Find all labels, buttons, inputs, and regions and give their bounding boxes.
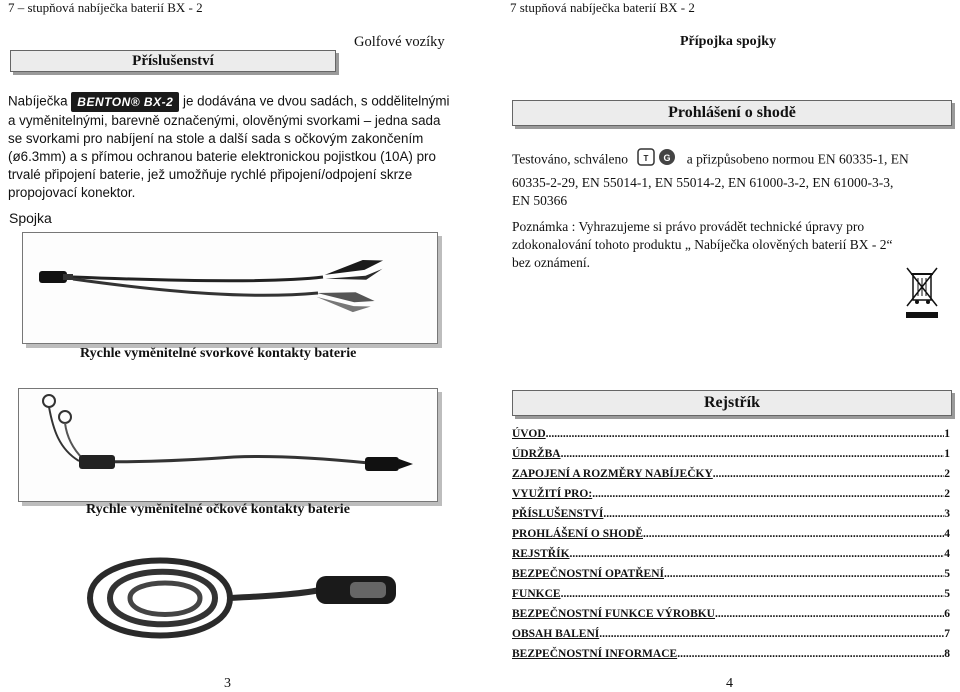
left-page-number: 3 (224, 676, 231, 691)
toc-page: 1 (944, 428, 950, 440)
caption-rings: Rychle vyměnitelné očkové kontakty baterie (86, 502, 350, 517)
toc-item[interactable] (512, 468, 950, 480)
benton-logo: BENTON® BX-2 (71, 92, 179, 112)
connector-title: Přípojka spojky (680, 34, 777, 49)
toc-title: ZAPOJENÍ A ROZMĚRY NABÍJEČKY (512, 468, 713, 480)
table-of-contents (512, 428, 950, 668)
tested-line: EN 50366 (512, 193, 568, 208)
note-text (512, 218, 950, 272)
para-line: a vyměnitelnými, barevně označenými, olověnými svorkami – jedna sada (8, 113, 441, 128)
toc-page: 3 (944, 508, 950, 520)
declaration-text (512, 147, 952, 210)
accessories-paragraph (8, 92, 448, 202)
toc-title: PROHLÁŠENÍ O SHODĚ (512, 528, 643, 540)
para-line: trvalé připojení baterie, jež umožňuje rychlé připojení/odpojení skrze (8, 167, 413, 182)
toc-page: 4 (944, 528, 950, 540)
tested-start: Testováno, schváleno (512, 151, 629, 167)
toc-title: ÚDRŽBA (512, 448, 561, 460)
toc-page: 1 (944, 448, 950, 460)
accessories-title: Příslušenství (10, 50, 336, 72)
svg-text:G: G (663, 153, 671, 163)
toc-page: 2 (944, 468, 950, 480)
right-page-header: 7 stupňová nabíječka baterií BX - 2 (510, 0, 695, 15)
clamp-cable-image (22, 232, 438, 344)
toc-page: 2 (944, 488, 950, 500)
coiled-cable-image (50, 528, 432, 666)
toc-item[interactable] (512, 428, 950, 440)
toc-page: 5 (944, 568, 950, 580)
para-rest-1: je dodávána ve dvou sadách, s oddělitelnými (182, 93, 450, 109)
toc-item[interactable] (512, 508, 950, 520)
toc-title: OBSAH BALENÍ (512, 628, 600, 640)
tested-line: 60335-2-29, EN 55014-1, EN 55014-2, EN 61000-3-2, EN 61000-3-3, (512, 175, 894, 190)
toc-item[interactable] (512, 648, 950, 660)
toc-title: VYUŽITÍ PRO: (512, 488, 593, 500)
toc-title: FUNKCE (512, 588, 561, 600)
toc-title: ÚVOD (512, 428, 546, 440)
toc-title: REJSTŘÍK (512, 548, 570, 560)
toc-item[interactable] (512, 568, 950, 580)
spojka-label: Spojka (9, 210, 52, 226)
para-line: propojovací konektor. (8, 185, 136, 200)
ring-terminal-image (18, 388, 438, 502)
toc-title: PŘÍSLUŠENSTVÍ (512, 508, 604, 520)
toc-item[interactable] (512, 548, 950, 560)
declaration-title: Prohlášení o shodě (512, 100, 952, 126)
note-line: Poznámka : Vyhrazujeme si právo provádět technické úpravy pro (512, 219, 865, 234)
toc-item[interactable] (512, 528, 950, 540)
para-line: (ø6.3mm) a s přímou ochranou baterie elektronickou pojistkou (10A) pro (8, 149, 436, 164)
para-start: Nabíječka (8, 93, 68, 109)
right-page-number: 4 (726, 676, 733, 691)
left-page-header: 7 – stupňová nabíječka baterií BX - 2 (8, 0, 203, 15)
note-line: bez oznámení. (512, 255, 590, 270)
golf-carts-label: Golfové vozíky (354, 34, 445, 50)
index-title: Rejstřík (512, 390, 952, 416)
toc-page: 6 (944, 608, 950, 620)
weee-bin-icon (904, 266, 940, 320)
toc-item[interactable] (512, 608, 950, 620)
toc-item[interactable] (512, 628, 950, 640)
certification-marks-icon (637, 147, 677, 174)
toc-item[interactable] (512, 488, 950, 500)
caption-clamps: Rychle vyměnitelné svorkové kontakty baterie (80, 346, 357, 361)
toc-page: 4 (944, 548, 950, 560)
tested-rest: a přizpůsobeno normou EN 60335-1, EN (686, 151, 909, 167)
para-line: se svorkami pro nabíjení na stole a další sada s očkovým zakončením (8, 131, 424, 146)
toc-title: BEZPEČNOSTNÍ INFORMACE (512, 648, 678, 660)
toc-page: 7 (944, 628, 950, 640)
toc-item[interactable] (512, 448, 950, 460)
toc-page: 8 (944, 648, 950, 660)
svg-text:T: T (643, 154, 649, 163)
note-line: zdokonalování tohoto produktu „ Nabíječka olověných baterií BX - 2“ (512, 237, 893, 252)
toc-item[interactable] (512, 588, 950, 600)
toc-title: BEZPEČNOSTNÍ FUNKCE VÝROBKU (512, 608, 715, 620)
toc-title: BEZPEČNOSTNÍ OPATŘENÍ (512, 568, 664, 580)
toc-page: 5 (944, 588, 950, 600)
